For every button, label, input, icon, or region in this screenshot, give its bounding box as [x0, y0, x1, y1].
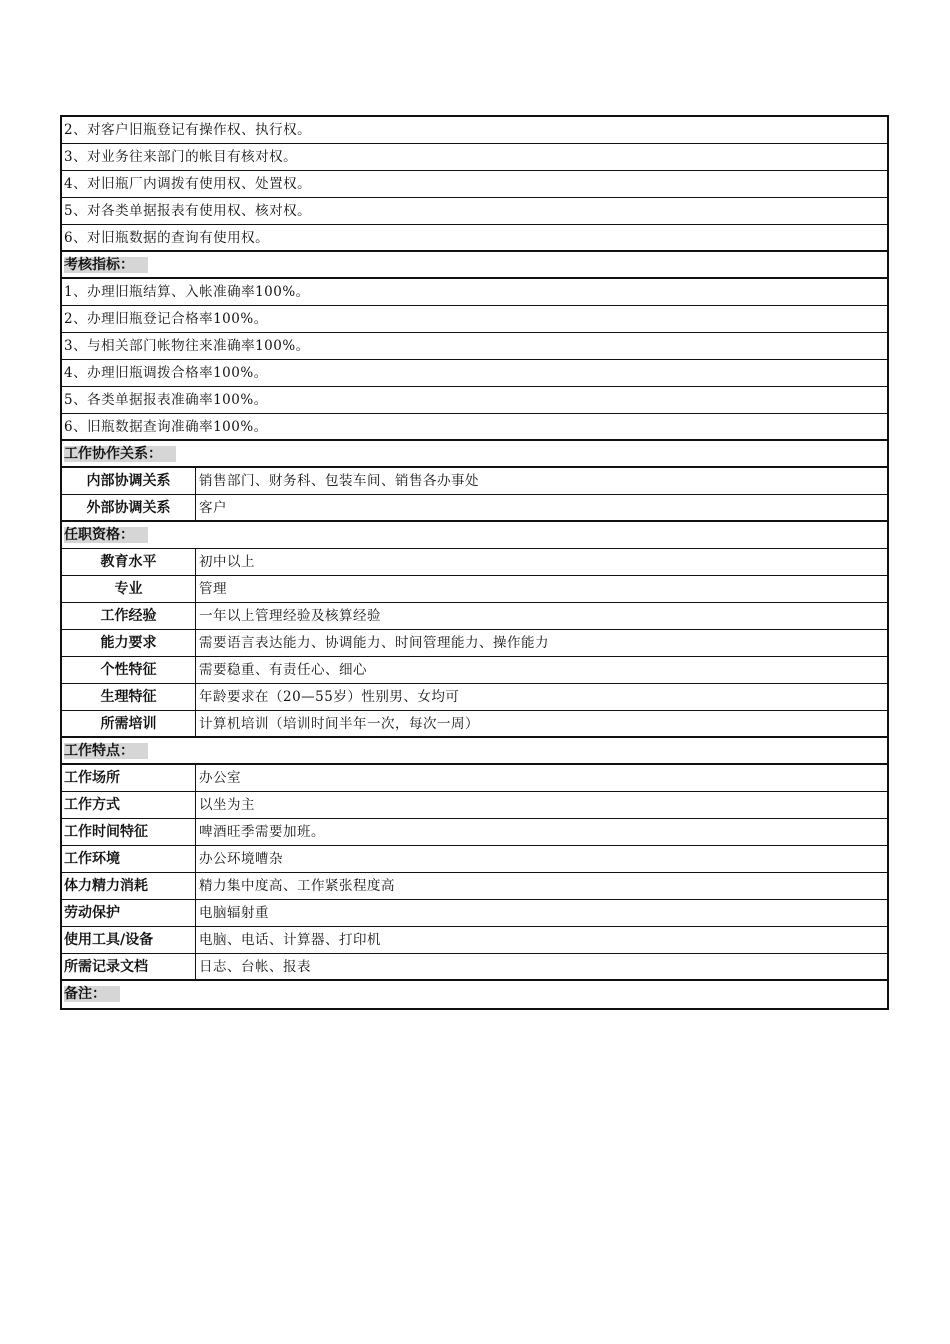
qualification-row: [62, 684, 887, 711]
field-value: 以坐为主: [199, 797, 255, 813]
cooperation-header-row: [62, 441, 887, 468]
field-label: 所需培训: [62, 711, 196, 736]
features-row: [62, 954, 887, 981]
field-value: 日志、台帐、报表: [199, 959, 311, 975]
authority-row: [62, 144, 887, 171]
kpi-row: [62, 333, 887, 360]
field-value: 办公环境嘈杂: [199, 851, 283, 867]
features-row: [62, 792, 887, 819]
kpi-section-title: 考核指标：: [62, 252, 148, 277]
authority-row: [62, 198, 887, 225]
authority-row: [62, 117, 887, 144]
qualification-section-title: 任职资格：: [62, 522, 148, 548]
kpi-row: [62, 306, 887, 333]
qualification-header-row: [62, 522, 887, 549]
features-row: [62, 900, 887, 927]
authority-text: 2、对客户旧瓶登记有操作权、执行权。: [64, 122, 312, 138]
field-label: 内部协调关系: [62, 468, 196, 494]
field-label: 外部协调关系: [62, 495, 196, 520]
features-section-title: 工作特点：: [62, 738, 148, 763]
kpi-row: [62, 387, 887, 414]
field-label: 生理特征: [62, 684, 196, 710]
authority-text: 4、对旧瓶厂内调拨有使用权、处置权。: [64, 176, 312, 192]
field-value: 销售部门、财务科、包装车间、销售各办事处: [199, 473, 479, 489]
qualification-row: [62, 603, 887, 630]
field-value: 客户: [199, 500, 227, 516]
features-row: [62, 765, 887, 792]
remarks-row: [62, 981, 887, 1008]
job-description-table: [60, 115, 889, 1010]
field-label: 教育水平: [62, 549, 196, 575]
authority-text: 3、对业务往来部门的帐目有核对权。: [64, 149, 298, 165]
field-value: 初中以上: [199, 554, 255, 570]
kpi-text: 4、办理旧瓶调拨合格率100%。: [64, 365, 268, 381]
field-value: 需要稳重、有责任心、细心: [199, 662, 367, 678]
field-label: 工作场所: [62, 765, 196, 791]
features-row: [62, 846, 887, 873]
field-value: 电脑、电话、计算器、打印机: [199, 932, 381, 948]
field-value: 啤酒旺季需要加班。: [199, 824, 325, 840]
kpi-row: [62, 360, 887, 387]
authority-row: [62, 171, 887, 198]
kpi-text: 2、办理旧瓶登记合格率100%。: [64, 311, 268, 327]
kpi-header-row: [62, 252, 887, 279]
kpi-row: [62, 414, 887, 441]
authority-text: 5、对各类单据报表有使用权、核对权。: [64, 203, 312, 219]
field-label: 工作经验: [62, 603, 196, 629]
field-value: 管理: [199, 581, 227, 597]
field-value: 一年以上管理经验及核算经验: [199, 608, 381, 624]
field-value: 年龄要求在（20—55岁）性别男、女均可: [199, 689, 460, 705]
field-value: 办公室: [199, 770, 241, 786]
field-label: 工作方式: [62, 792, 196, 818]
field-value: 需要语言表达能力、协调能力、时间管理能力、操作能力: [199, 635, 549, 651]
kpi-row: [62, 279, 887, 306]
field-label: 工作环境: [62, 846, 196, 872]
qualification-row: [62, 657, 887, 684]
field-label: 能力要求: [62, 630, 196, 656]
field-value: 电脑辐射重: [199, 905, 269, 921]
qualification-row: [62, 576, 887, 603]
qualification-row: [62, 630, 887, 657]
kpi-text: 1、办理旧瓶结算、入帐准确率100%。: [64, 284, 310, 300]
field-value: 计算机培训（培训时间半年一次，每次一周）: [199, 716, 479, 732]
kpi-text: 5、各类单据报表准确率100%。: [64, 392, 268, 408]
field-label: 工作时间特征: [62, 819, 196, 845]
features-row: [62, 873, 887, 900]
field-label: 所需记录文档: [62, 954, 196, 979]
field-label: 体力精力消耗: [62, 873, 196, 899]
features-row: [62, 927, 887, 954]
qualification-row: [62, 711, 887, 738]
authority-text: 6、对旧瓶数据的查询有使用权。: [64, 230, 270, 246]
authority-row: [62, 225, 887, 252]
remarks-section-title: 备注：: [62, 981, 120, 1008]
cooperation-row: [62, 495, 887, 522]
qualification-row: [62, 549, 887, 576]
field-value: 精力集中度高、工作紧张程度高: [199, 878, 395, 894]
field-label: 专业: [62, 576, 196, 602]
cooperation-section-title: 工作协作关系：: [62, 441, 176, 466]
field-label: 劳动保护: [62, 900, 196, 926]
features-header-row: [62, 738, 887, 765]
kpi-text: 3、与相关部门帐物往来准确率100%。: [64, 338, 310, 354]
features-row: [62, 819, 887, 846]
field-label: 使用工具/设备: [62, 927, 196, 953]
kpi-text: 6、旧瓶数据查询准确率100%。: [64, 419, 268, 435]
field-label: 个性特征: [62, 657, 196, 683]
cooperation-row: [62, 468, 887, 495]
